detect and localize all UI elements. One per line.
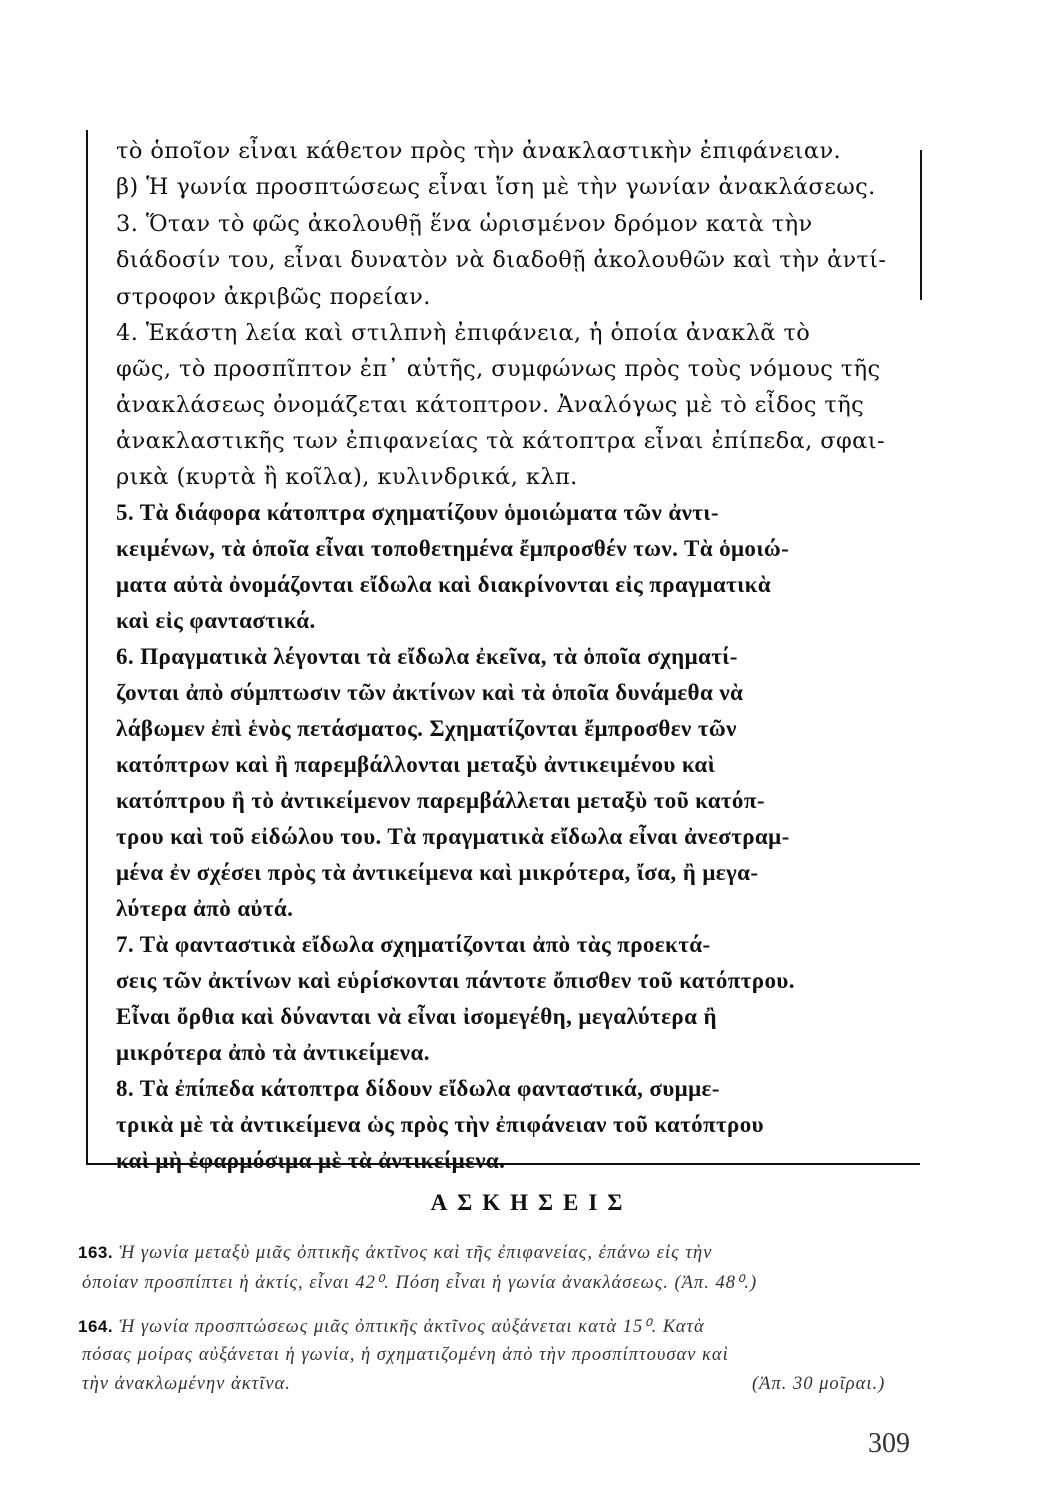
summary-line: διάδοσίν του, εἶναι δυνατὸν νὰ διαδοθῇ ἀκολουθῶν καὶ τὴν ἀντί- (116, 247, 887, 273)
exercise-164-line (78, 1316, 705, 1338)
summary-line: φῶς, τὸ προσπῖπτον ἐπ᾽ αὐτῆς, συμφώνως πρὸς τοὺς νόμους τῆς (116, 356, 881, 382)
box-right-rule (920, 150, 922, 300)
summary-line: Εἶναι ὄρθια καὶ δύνανται νὰ εἶναι ἰσομεγέθη, μεγαλύτερα ἢ (116, 1004, 717, 1029)
summary-line: 5. Τὰ διάφορα κάτοπτρα σχηματίζουν ὁμοιώματα τῶν ἀντι- (116, 500, 719, 525)
page-number: 309 (868, 1428, 910, 1459)
summary-line: μικρότερα ἀπὸ τὰ ἀντικείμενα. (116, 1040, 430, 1065)
summary-line: ματα αὐτὰ ὀνομάζονται εἴδωλα καὶ διακρίνονται εἰς πραγματικὰ (116, 572, 772, 597)
exercise-164-answer: (Ἀπ. 30 μοῖραι.) (752, 1374, 886, 1394)
summary-line: 4. Ἑκάστη λεία καὶ στιλπνὴ ἐπιφάνεια, ἡ ὁποία ἀνακλᾶ τὸ (116, 320, 811, 346)
exercises-heading: ΑΣΚΗΣΕΙΣ (430, 1190, 633, 1215)
summary-line: ρικὰ (κυρτὰ ἢ κοῖλα), κυλινδρικά, κλπ. (116, 464, 578, 490)
summary-line: στροφον ἀκριβῶς πορείαν. (116, 284, 431, 310)
exercise-164-line: τὴν ἀνακλωμένην ἀκτῖνα. (82, 1374, 291, 1394)
exercise-number: 163. (78, 1243, 114, 1262)
summary-line: κατόπτρων καὶ ἢ παρεμβάλλονται μεταξὺ ἀντικειμένου καὶ (116, 752, 716, 777)
summary-line: β) Ἡ γωνία προσπτώσεως εἶναι ἴση μὲ τὴν γωνίαν ἀνακλάσεως. (116, 174, 876, 200)
summary-line: μένα ἐν σχέσει πρὸς τὰ ἀντικείμενα καὶ μικρότερα, ἴσα, ἢ μεγα- (116, 860, 759, 885)
summary-line: ἀνακλαστικῆς των ἐπιφανείας τὰ κάτοπτρα εἶναι ἐπίπεδα, σφαι- (116, 428, 885, 454)
summary-line: τρικὰ μὲ τὰ ἀντικείμενα ὡς πρὸς τὴν ἐπιφάνειαν τοῦ κατόπτρου (116, 1112, 764, 1137)
summary-line: λάβωμεν ἐπὶ ἑνὸς πετάσματος. Σχηματίζονται ἔμπροσθεν τῶν (116, 716, 737, 741)
summary-line: ζονται ἀπὸ σύμπτωσιν τῶν ἀκτίνων καὶ τὰ ὁποῖα δυνάμεθα νὰ (116, 680, 744, 705)
exercise-163-line: ὁποίαν προσπίπτει ἡ ἀκτίς, εἶναι 42⁰. Πόση εἶναι ἡ γωνία ἀνακλάσεως. (Ἀπ. 48⁰.) (82, 1273, 758, 1293)
exercise-number: 164. (78, 1317, 114, 1336)
summary-line: 8. Τὰ ἐπίπεδα κάτοπτρα δίδουν εἴδωλα φανταστικά, συμμε- (116, 1076, 720, 1101)
summary-line: καὶ εἰς φανταστικά. (116, 608, 316, 633)
summary-line: σεις τῶν ἀκτίνων καὶ εὑρίσκονται πάντοτε ὄπισθεν τοῦ κατόπτρου. (116, 968, 795, 993)
exercise-text: Ἡ γωνία προσπτώσεως μιᾶς ὀπτικῆς ἀκτῖνος αὐξάνεται κατὰ 15⁰. Κατὰ (119, 1317, 705, 1337)
summary-line: τὸ ὁποῖον εἶναι κάθετον πρὸς τὴν ἀνακλαστικὴν ἐπιφάνειαν. (116, 138, 842, 164)
summary-line: κειμένων, τὰ ὁποῖα εἶναι τοποθετημένα ἔμπροσθέν των. Τὰ ὁμοιώ- (116, 536, 790, 561)
summary-line: κατόπτρου ἢ τὸ ἀντικείμενον παρεμβάλλεται μεταξὺ τοῦ κατόπ- (116, 788, 765, 813)
summary-line: τρου καὶ τοῦ εἰδώλου του. Τὰ πραγματικὰ εἴδωλα εἶναι ἀνεστραμ- (116, 824, 790, 849)
summary-line: λύτερα ἀπὸ αὐτά. (116, 896, 294, 921)
summary-line: 7. Τὰ φανταστικὰ εἴδωλα σχηματίζονται ἀπὸ τὰς προεκτά- (116, 932, 711, 957)
summary-line: 3. Ὅταν τὸ φῶς ἀκολουθῇ ἕνα ὡρισμένον δρόμον κατὰ τὴν (116, 211, 813, 237)
summary-line: καὶ μὴ ἐφαρμόσιμα μὲ τὰ ἀντικείμενα. (116, 1148, 506, 1173)
exercise-text: Ἡ γωνία μεταξὺ μιᾶς ὀπτικῆς ἀκτῖνος καὶ τῆς ἐπιφανείας, ἐπάνω εἰς τὴν (119, 1243, 713, 1263)
exercise-164-line: πόσας μοίρας αὐξάνεται ἡ γωνία, ἡ σχηματιζομένη ἀπὸ τὴν προσπίπτουσαν καὶ (82, 1345, 729, 1365)
summary-line: 6. Πραγματικὰ λέγονται τὰ εἴδωλα ἐκεῖνα, τὰ ὁποῖα σχηματί- (116, 644, 738, 669)
summary-line: ἀνακλάσεως ὀνομάζεται κάτοπτρον. Ἀναλόγως μὲ τὸ εἶδος τῆς (116, 392, 865, 418)
exercise-163-line (78, 1243, 712, 1264)
